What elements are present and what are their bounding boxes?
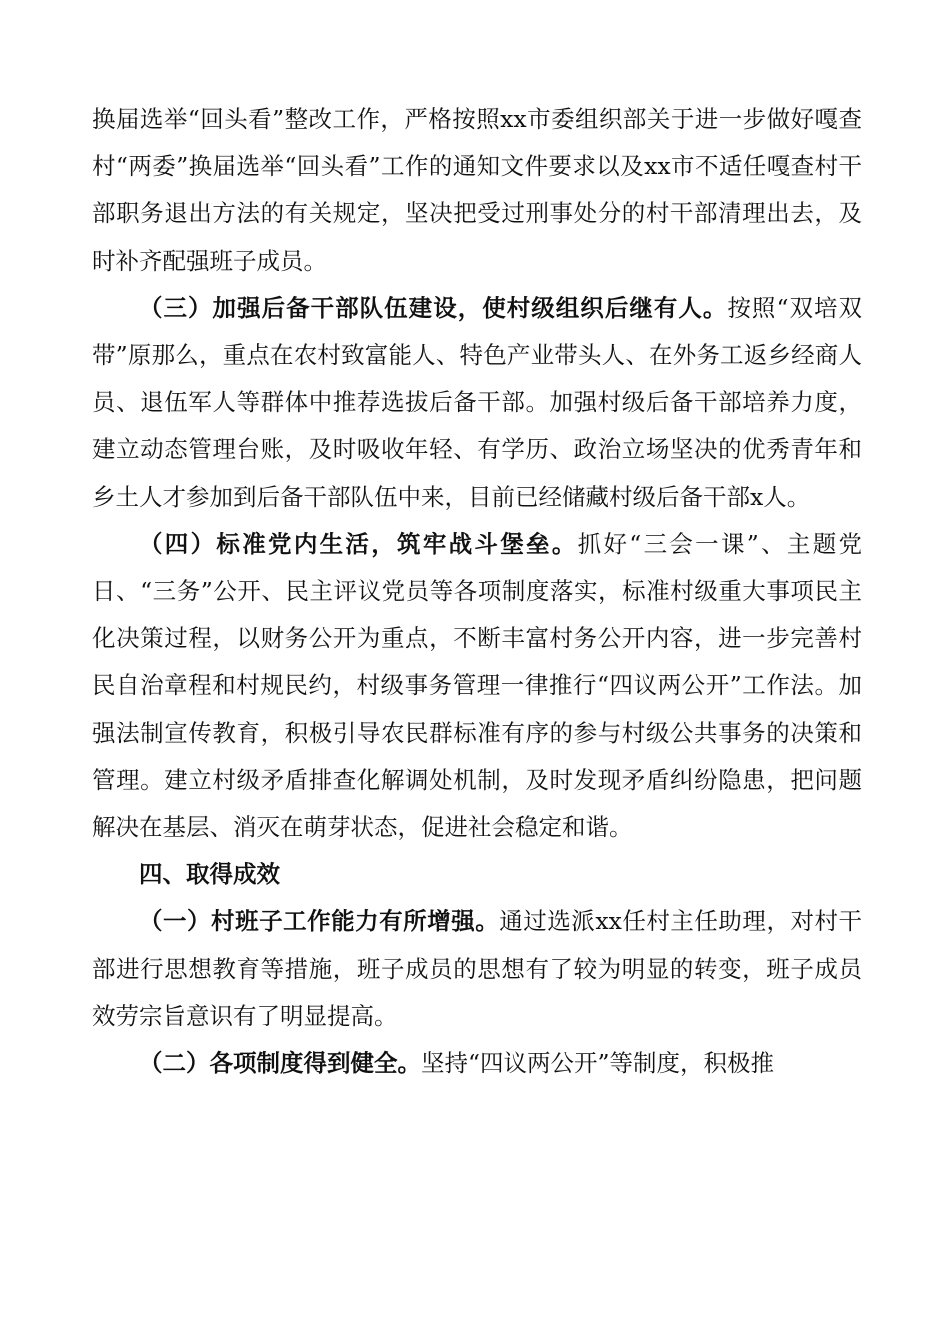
paragraph-lead-party-life: （四）标准党内生活，筑牢战斗堡垒。 (139, 529, 578, 558)
paragraph-result-capacity (92, 898, 862, 1040)
document-body (92, 96, 862, 1087)
paragraph-text-reserve-cadres: 按照“双培双带”原那么，重点在农村致富能人、特色产业带头人、在外务工返乡经商人员、退伍军人等群体中推荐选拔后备干部。加强村级后备干部培养力度，建立动态管理台账，及时吸收年轻、有学历、政治立场坚决的优秀青年和乡土人才参加到后备干部队伍中来，目前已经储藏村级后备干部x人。 (92, 293, 863, 511)
paragraph-text-result-capacity: 通过选派xx任村主任助理，对村干部进行思想教育等措施，班子成员的思想有了较为明显的转变，班子成员效劳宗旨意识有了明显提高。 (92, 907, 862, 1030)
paragraph-party-life (92, 521, 862, 851)
paragraph-lead-result-systems: （二）各项制度得到健全。 (139, 1049, 421, 1078)
section-heading-results: 四、取得成效 (139, 860, 280, 889)
paragraph-reserve-cadres (92, 285, 862, 521)
paragraph-result-systems (92, 1040, 862, 1087)
paragraph-election-review: 换届选举“回头看”整改工作，严格按照xx市委组织部关于进一步做好嘎查村“两委”换届选举“回头看”工作的通知文件要求以及xx市不适任嘎查村干部职务退出方法的有关规定，坚决把受过刑事处分的村干部清理出去，及时补齐配强班子成员。 (92, 105, 862, 275)
paragraph-lead-reserve-cadres: （三）加强后备干部队伍建设，使村级组织后继有人。 (139, 293, 728, 322)
paragraph-text-result-systems: 坚持“四议两公开”等制度，积极推 (421, 1049, 775, 1078)
paragraph-lead-result-capacity: （一）村班子工作能力有所增强。 (139, 907, 500, 936)
paragraph-text-party-life: 抓好“三会一课”、主题党日、“三务”公开、民主评议党员等各项制度落实，标准村级重大事项民主化决策过程，以财务公开为重点，不断丰富村务公开内容，进一步完善村民自治章程和村规民约，村级事务管理一律推行“四议两公开”工作法。加强法制宣传教育，积极引导农民群标准有序的参与村级公共事务的决策和管理。建立村级矛盾排查化解调处机制，及时发现矛盾纠纷隐患，把问题解决在基层、消灭在萌芽状态，促进社会稳定和谐。 (92, 529, 863, 842)
